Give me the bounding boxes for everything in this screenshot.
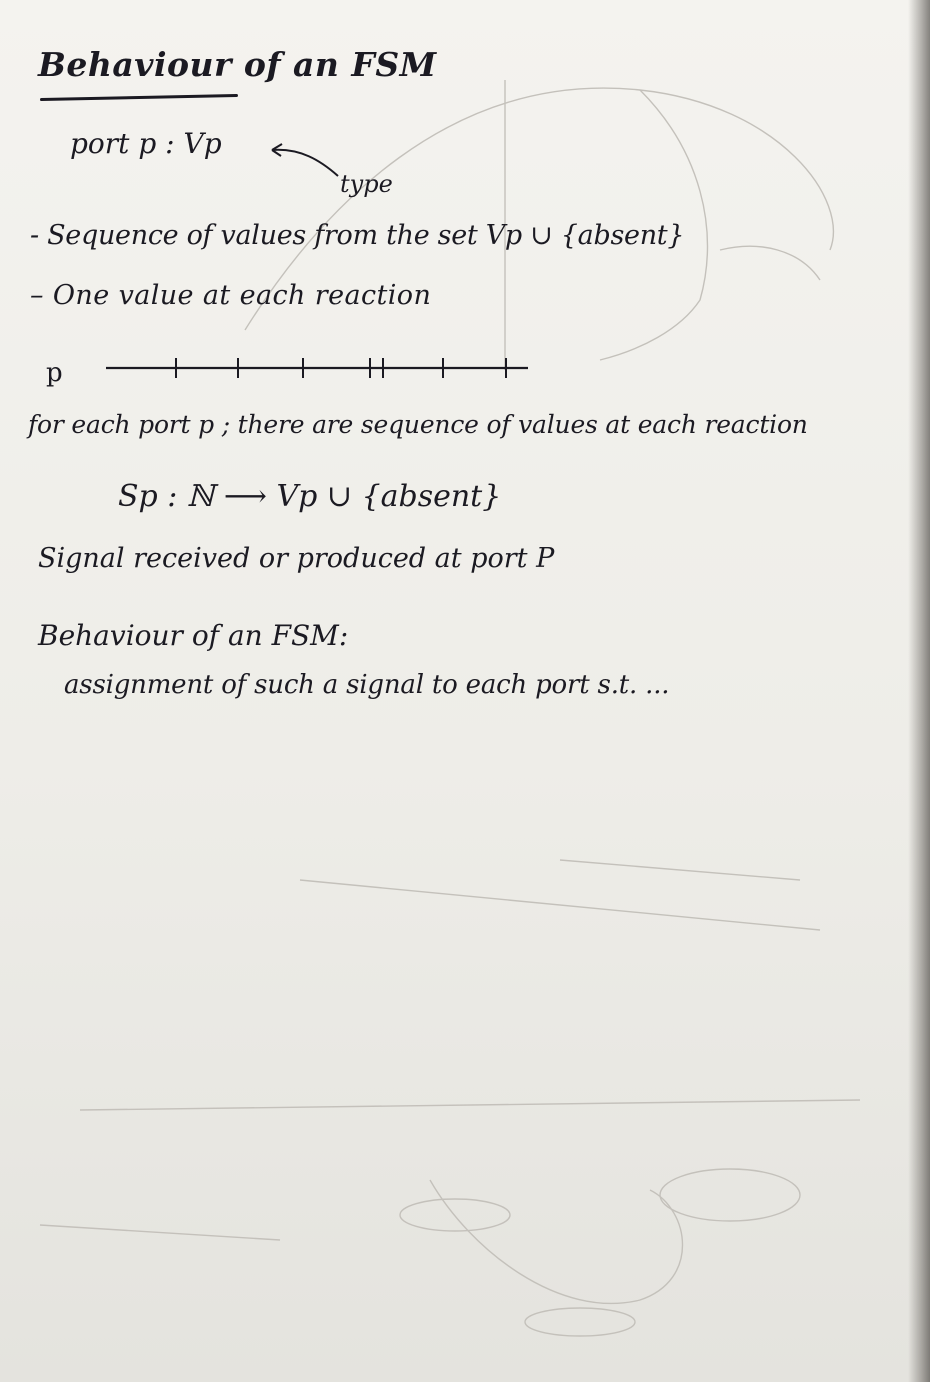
title-underline bbox=[40, 94, 238, 101]
page-edge-shadow bbox=[908, 0, 930, 1382]
bullet-sequence-of-values: - Sequence of values from the set Vp ∪ {absent} bbox=[30, 220, 685, 251]
for-each-port-line: for each port p ; there are sequence of values at each reaction bbox=[28, 410, 808, 439]
behaviour-heading: Behaviour of an FSM: bbox=[38, 619, 349, 652]
port-definition: port p : Vp bbox=[70, 127, 222, 160]
reaction-timeline bbox=[98, 350, 538, 390]
bullet-one-value-per-reaction: – One value at each reaction bbox=[30, 280, 432, 311]
type-annotation: type bbox=[340, 170, 393, 198]
assignment-line: assignment of such a signal to each port s.t. ... bbox=[64, 670, 670, 700]
note-title: Behaviour of an FSM bbox=[38, 45, 437, 84]
signal-function: Sp : ℕ ⟶ Vp ∪ {absent} bbox=[118, 479, 502, 514]
signal-definition: Signal received or produced at port P bbox=[38, 543, 555, 574]
timeline-label: p bbox=[46, 358, 63, 388]
